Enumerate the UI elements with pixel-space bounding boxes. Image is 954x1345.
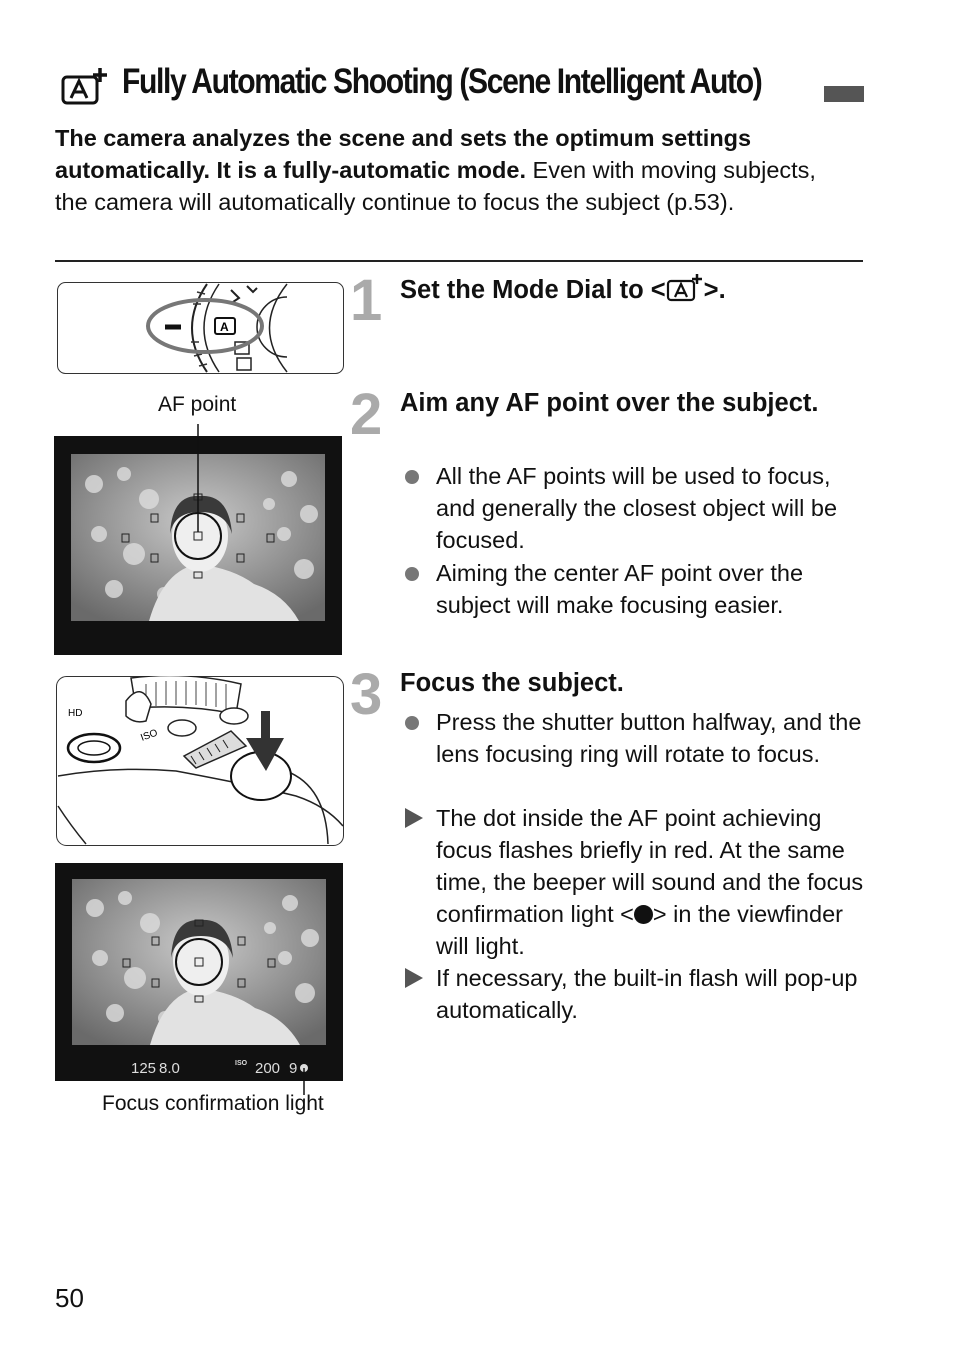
result-arrow-icon [405,808,423,828]
readout-iso-label: ISO [235,1060,248,1067]
mode-icon-inline [666,272,704,312]
step-1-title [400,272,726,312]
focus-confirmation-light-icon [634,905,653,924]
step-3-title: Focus the subject. [400,669,624,697]
focus-viewfinder-figure [55,863,343,1095]
title-bar-decoration [824,86,864,102]
svg-text:A: A [220,320,229,334]
af-viewfinder-figure [54,424,342,655]
divider [55,260,863,262]
step-number-1: 1 [350,268,383,333]
readout-shutter: 125 [131,1060,157,1077]
readout-aperture: 8.0 [159,1060,180,1077]
step-3-bullet-1: Press the shutter button halfway, and the lens focusing ring will rotate to focus. [405,706,865,770]
step-number-3: 3 [350,662,383,727]
intro-paragraph [55,122,855,218]
shutter-button-figure [56,676,344,846]
svg-text:HD: HD [68,708,83,719]
mode-dial-figure [57,282,344,374]
scene-intelligent-auto-icon [60,64,110,106]
step-3-bullet-3: If necessary, the built-in flash will pop-up automatically. [405,962,865,1026]
step-3-bullet-2-after: > in the viewfinder will light. [436,901,843,959]
step-3-bullet-2 [405,802,865,962]
readout-iso: 200 [255,1060,281,1077]
step-1-title-after: >. [703,276,726,304]
focus-confirmation-caption: Focus confirmation light [102,1092,324,1115]
step-number-2: 2 [350,382,383,447]
readout-shots: 9 [289,1060,298,1077]
page-number: 50 [55,1283,84,1313]
step-2-bullet-2: Aiming the center AF point over the subject will make focusing easier. [405,557,865,621]
intro-bold: The camera analyzes the scene and sets the optimum settings automatically. It is a fully-automatic mode. [55,125,752,183]
bullet-circle-icon [405,716,419,730]
scene-intelligent-auto-icon [666,272,704,302]
step-2-title: Aim any AF point over the subject. [400,389,819,417]
step-2-bullet-1: All the AF points will be used to focus, and generally the closest object will be focused. [405,460,865,556]
af-point-caption: AF point [158,393,237,416]
bullet-circle-icon [405,470,419,484]
result-arrow-icon [405,968,423,988]
intro-rest: Even with moving subjects, the camera will automatically continue to focus the subject (p.53). [55,157,816,215]
step-3-bullet-2-before: The dot inside the AF point achieving focus flashes briefly in red. At the same time, the beeper will sound and the focus confirmation light < [436,805,864,927]
page-title: Fully Automatic Shooting (Scene Intelligent Auto) [122,62,762,101]
step-1-title-before: Set the Mode Dial to < [400,276,666,304]
mode-icon-title [60,64,110,106]
svg-text:ISO: ISO [139,727,160,744]
bullet-circle-icon [405,567,419,581]
